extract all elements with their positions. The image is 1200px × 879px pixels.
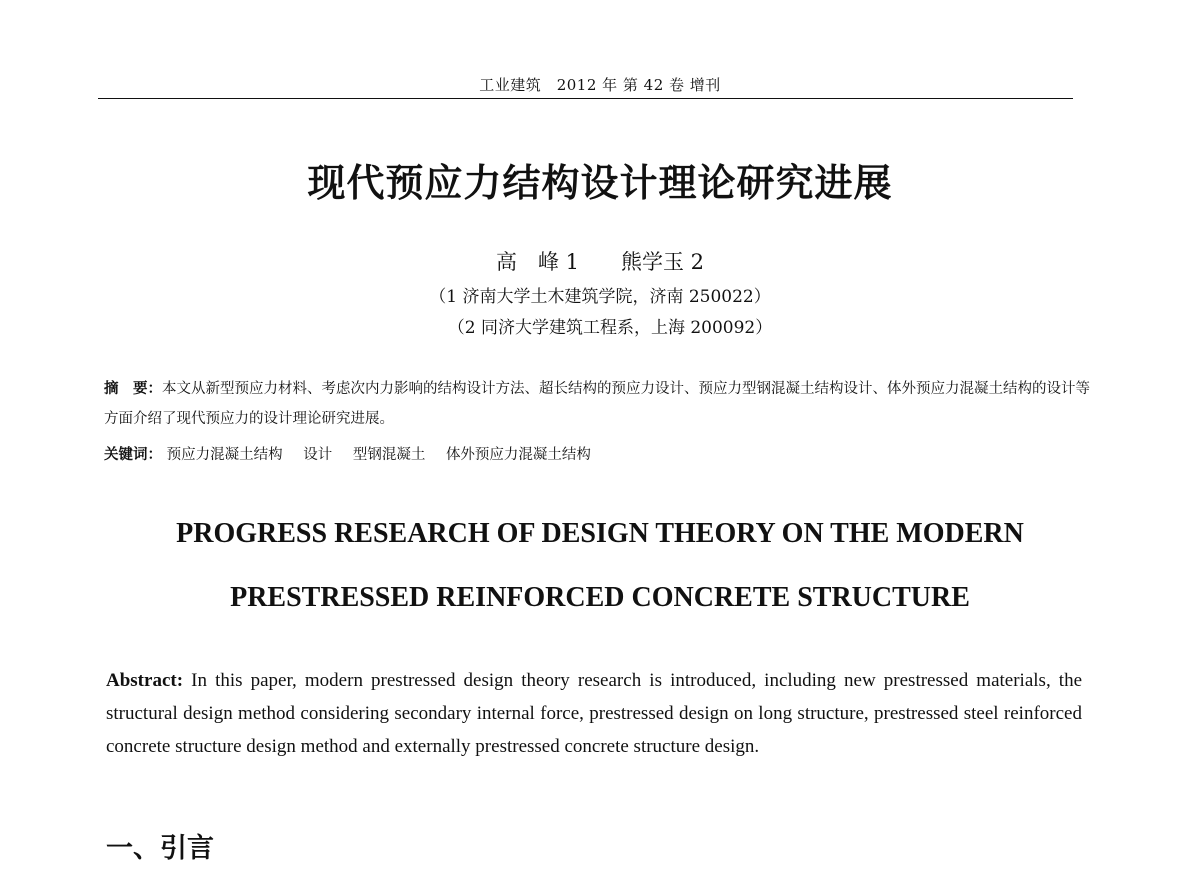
english-title-line-1: PROGRESS RESEARCH OF DESIGN THEORY ON THE MODERN (176, 518, 1024, 549)
affiliation-1: （1 济南大学土木建筑学院，济南 250022） (429, 287, 771, 307)
english-title-line-2: PRESTRESSED REINFORCED CONCRETE STRUCTURE (230, 582, 970, 613)
keyword: 体外预应力混凝土结构 (445, 447, 591, 463)
keyword: 设计 (303, 447, 333, 463)
english-abstract (106, 664, 1082, 763)
journal-header: 工业建筑 2012 年 第 42 卷 增刊 (479, 76, 721, 94)
english-abstract-label: Abstract: (106, 670, 184, 691)
chinese-abstract (104, 374, 1094, 434)
keyword: 型钢混凝土 (352, 447, 426, 463)
keyword: 预应力混凝土结构 (166, 447, 283, 463)
chinese-keywords (104, 440, 1094, 470)
header-rule (98, 98, 1073, 99)
english-abstract-text: In this paper, modern prestressed design theory research is introduced, including new prestressed materials, the structural design method considering secondary internal force, prestressed design on long structure, prestressed steel reinforced concrete structure design method and externally prestressed concrete structure design. (106, 670, 1083, 757)
chinese-keywords-label: 关键词： (104, 447, 162, 463)
section-heading: 一、引言 (106, 833, 214, 864)
chinese-title: 现代预应力结构设计理论研究进展 (307, 161, 893, 205)
chinese-abstract-text: 本文从新型预应力材料、考虑次内力影响的结构设计方法、超长结构的预应力设计、预应力型钢混凝土结构设计、体外预应力混凝土结构的设计等方面介绍了现代预应力的设计理论研究进展。 (104, 381, 1090, 427)
authors: 高 峰 1 熊学玉 2 (495, 250, 705, 274)
affiliation-2: （2 同济大学建筑工程系，上海 200092） (447, 318, 773, 338)
chinese-abstract-label: 摘 要： (104, 381, 162, 397)
